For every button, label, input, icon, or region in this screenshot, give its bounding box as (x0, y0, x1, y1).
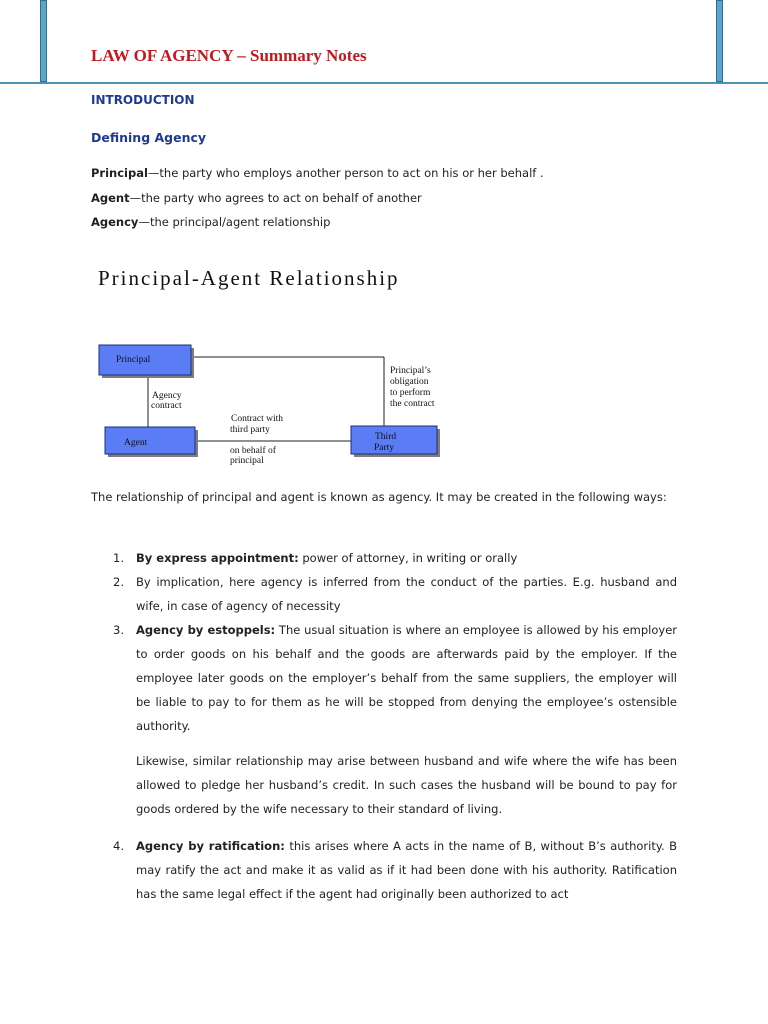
third-party-label-1: Third (375, 432, 397, 442)
list-item-number: 4. (113, 839, 124, 853)
likewise-paragraph: Likewise, similar relationship may arise between husband and wife where the wife has been allowed to pledge her husband’s credit. In such cases the husband will be bound to pay for goods ordered by the wife necessary to their standard of living. (136, 754, 677, 816)
obligation-label-4: the contract (390, 399, 435, 409)
diagram-title: Principal-Agent Relationship (98, 266, 400, 290)
definition-term: Principal (91, 166, 148, 180)
definition-term: Agent (91, 191, 130, 205)
list-item-body: The usual situation is where an employee is allowed by his employer to order goods on his behalf and the goods are afterwards paid by the employer. If the employee later goods on the employer’s behalf from the same suppliers, the employer will be liable to pay to for them as he will be stopped from denying the employee’s ostensible authority. (136, 623, 677, 733)
on-behalf-label-2: principal (230, 456, 264, 466)
list-item-body: By implication, here agency is inferred from the conduct of the parties. E.g. husband and wife, in case of agency of necessity (136, 575, 677, 613)
third-party-label-2: Party (374, 443, 395, 453)
obligation-label-3: to perform (390, 388, 431, 398)
list-item-body: power of attorney, in writing or orally (298, 551, 518, 565)
list-item-number: 2. (113, 575, 124, 589)
list-item-text (136, 570, 677, 618)
list-item-bold: By express appointment: (136, 551, 299, 565)
obligation-label-1: Principal’s (390, 366, 431, 376)
obligation-label-2: obligation (390, 377, 429, 387)
list-item-number: 1. (113, 551, 124, 565)
agency-contract-label-1: Agency (152, 391, 182, 401)
list-item-text (136, 618, 677, 738)
definition-text: —the principal/agent relationship (138, 215, 331, 229)
agent-box-label: Agent (124, 438, 148, 448)
list-item-bold: Agency by estoppels: (136, 623, 276, 637)
intro-paragraph: The relationship of principal and agent is known as agency. It may be created in the following ways: (91, 490, 667, 504)
section-heading-introduction: INTRODUCTION (91, 93, 195, 107)
agency-contract-label-2: contract (151, 401, 182, 411)
list-item-number: 3. (113, 623, 124, 637)
list-item-body: this arises where A acts in the name of B, without B’s authority. B may ratify the act and make it as valid as if it had been done with his authority. Ratification has the same legal effect if the agent had originally been authorized to act (136, 839, 677, 901)
list-item-text (136, 834, 677, 906)
definition-text: —the party who employs another person to act on his or her behalf . (147, 166, 544, 180)
contract-with-label-2: third party (230, 425, 270, 435)
on-behalf-label-1: on behalf of (230, 446, 276, 456)
subheading-defining-agency: Defining Agency (91, 130, 207, 145)
document-title: LAW OF AGENCY – Summary Notes (91, 46, 367, 65)
agent-box (105, 427, 195, 454)
contract-with-label-1: Contract with (231, 414, 283, 424)
list-item-bold: Agency by ratification: (136, 839, 285, 853)
list-item-text (136, 546, 677, 570)
principal-box-label: Principal (116, 355, 151, 365)
definition-text: —the party who agrees to act on behalf of another (129, 191, 422, 205)
definition-term: Agency (91, 215, 139, 229)
